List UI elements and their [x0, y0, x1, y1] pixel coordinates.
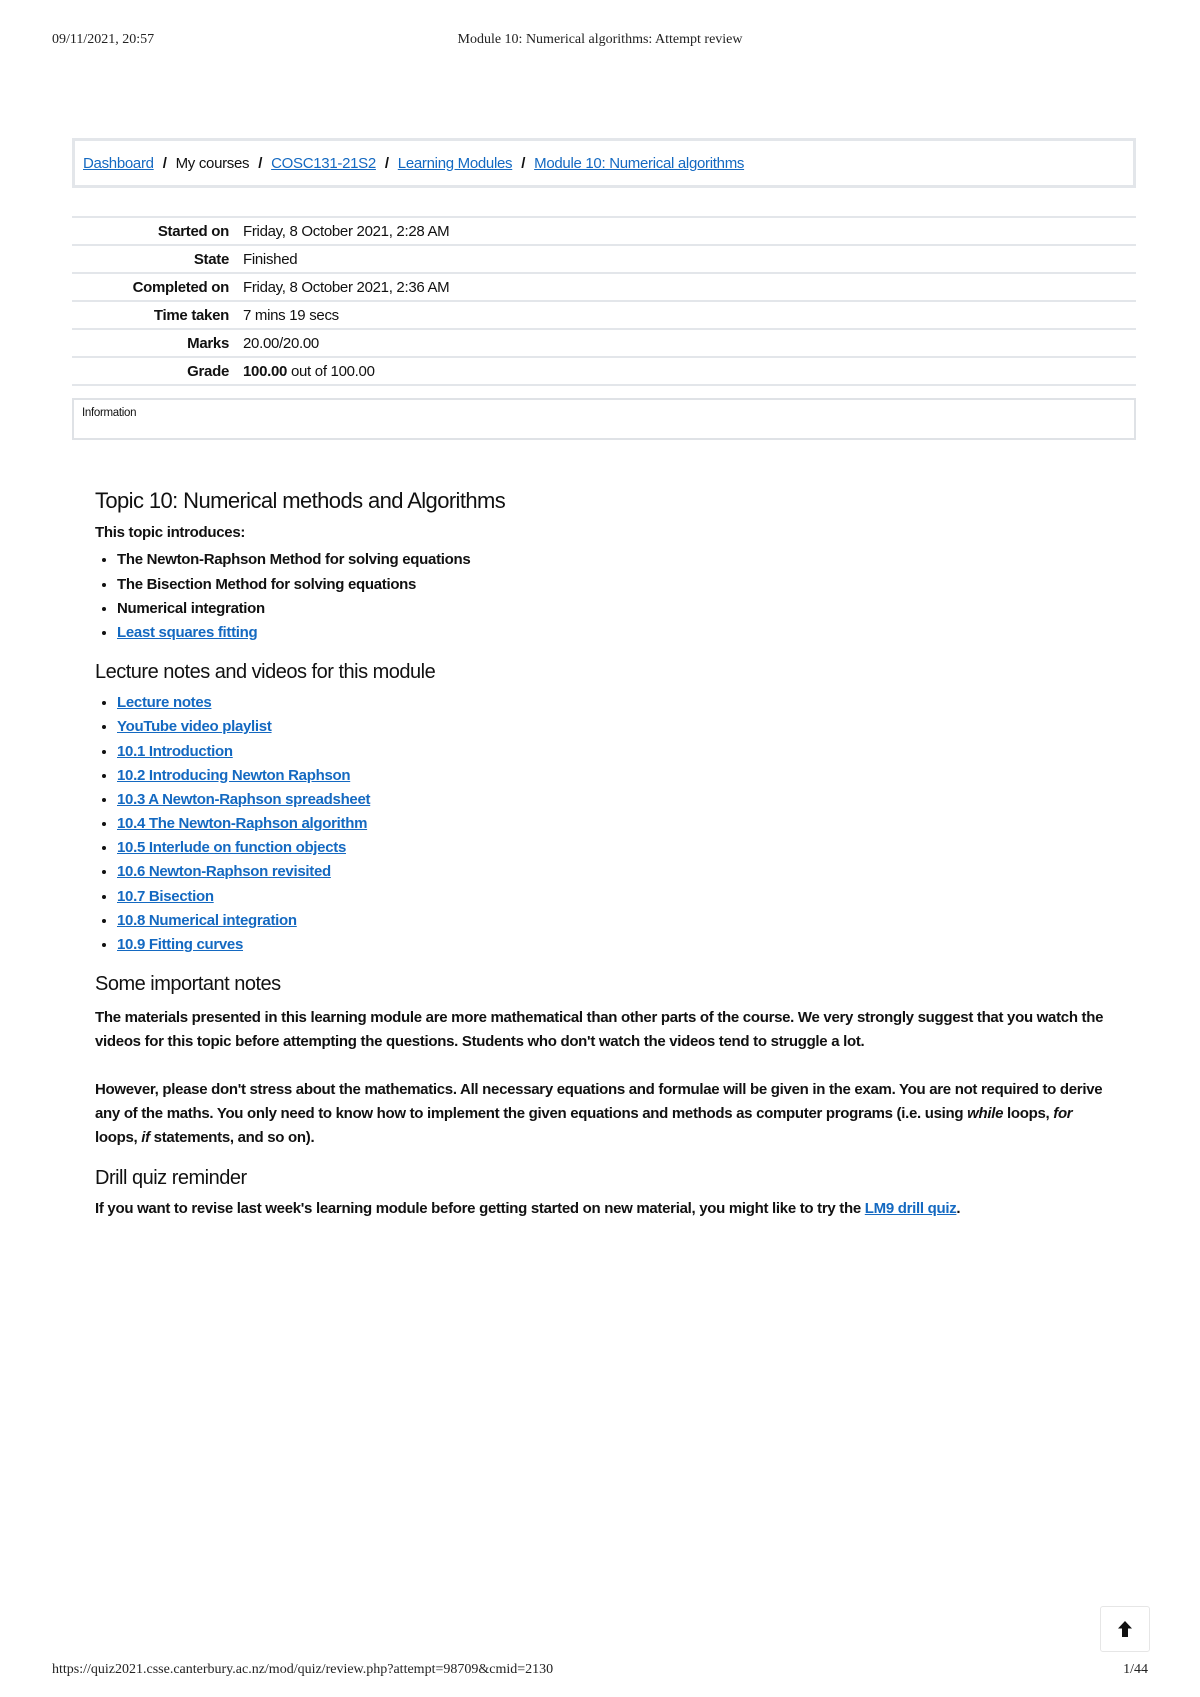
summary-value: 20.00/20.00 — [243, 329, 1136, 357]
information-box — [72, 398, 1136, 440]
breadcrumb-separator: / — [521, 154, 526, 172]
breadcrumb-my-courses: My courses — [175, 154, 250, 172]
breadcrumb — [72, 138, 1136, 188]
summary-value — [243, 357, 1136, 385]
print-title: Module 10: Numerical algorithms: Attempt review — [457, 32, 743, 47]
list-item — [117, 767, 1115, 791]
drill-text: If you want to revise last week's learning module before getting started on new material, you might like to try the — [95, 1200, 865, 1218]
drill-heading: Drill quiz reminder — [95, 1167, 247, 1190]
notes-keyword: while — [967, 1105, 1004, 1123]
notes-text: statements, and so on). — [149, 1129, 315, 1147]
drill-text: . — [956, 1200, 961, 1218]
summary-value: Friday, 8 October 2021, 2:28 AM — [243, 217, 1136, 245]
notes-text: The materials presented in this learning module are more mathematical than other parts of the course. We — [95, 1009, 824, 1027]
drill-quiz-link[interactable]: LM9 drill quiz — [864, 1200, 957, 1218]
back-to-top-button[interactable] — [1100, 1606, 1150, 1652]
breadcrumb-separator: / — [384, 154, 389, 172]
grade-out-of: out of 100.00 — [287, 362, 375, 380]
summary-label: Marks — [72, 329, 243, 357]
lecture-link[interactable]: 10.9 Fitting curves — [117, 936, 244, 954]
print-page-number: 1/44 — [1123, 1662, 1148, 1677]
list-item — [117, 791, 1115, 815]
notes-text: However, please don't stress about the mathematics. All necessary equations and formulae will be given in the exam. You are not required to derive any of the maths. You only need to know how to implement the given equations and methods as computer programs (i.e. using — [95, 1081, 1103, 1123]
notes-paragraph — [95, 1006, 1115, 1054]
notes-keyword: for — [1053, 1105, 1073, 1123]
list-item: • The Bisection Method for solving equations — [117, 576, 1115, 600]
notes-text: loops, — [95, 1129, 142, 1147]
lecture-link[interactable]: 10.4 The Newton-Raphson algorithm — [117, 815, 368, 833]
summary-label: Started on — [72, 217, 243, 245]
list-item — [117, 743, 1115, 767]
summary-label: State — [72, 245, 243, 273]
summary-label: Grade — [72, 357, 243, 385]
notes-text: suggest that you watch the videos for this topic before attempting the questions. Students who don't watch the videos tend to struggle a lot. — [95, 1009, 1104, 1051]
breadcrumb-course[interactable]: COSC131-21S2 — [271, 154, 376, 172]
list-item — [117, 863, 1115, 887]
summary-label: Time taken — [72, 301, 243, 329]
list-item — [117, 912, 1115, 936]
lecture-link-list — [95, 694, 1115, 960]
breadcrumb-module[interactable]: Module 10: Numerical algorithms — [534, 154, 745, 172]
lecture-link[interactable]: 10.5 Interlude on function objects — [117, 839, 346, 857]
print-url: https://quiz2021.csse.canterbury.ac.nz/mod/quiz/review.php?attempt=98709&cmid=2130 — [52, 1662, 554, 1677]
summary-value: Friday, 8 October 2021, 2:36 AM — [243, 273, 1136, 301]
summary-row-marks — [72, 329, 1136, 357]
summary-value: Finished — [243, 245, 1136, 273]
topic-heading: Topic 10: Numerical methods and Algorithms — [95, 488, 506, 513]
list-item — [117, 936, 1115, 960]
breadcrumb-dashboard[interactable]: Dashboard — [83, 154, 154, 172]
drill-paragraph — [95, 1200, 1115, 1218]
lecture-heading: Lecture notes and videos for this module — [95, 661, 436, 684]
summary-label: Completed on — [72, 273, 243, 301]
list-item — [117, 718, 1115, 742]
information-label: Information — [82, 407, 137, 419]
summary-row-time-taken — [72, 301, 1136, 329]
list-item — [117, 694, 1115, 718]
lecture-link[interactable]: 10.2 Introducing Newton Raphson — [117, 766, 351, 784]
summary-value: 7 mins 19 secs — [243, 301, 1136, 329]
notes-emphasis: very strongly — [823, 1009, 914, 1027]
topic-list — [95, 551, 1115, 648]
notes-paragraph — [95, 1078, 1115, 1150]
lecture-link[interactable]: 10.3 A Newton-Raphson spreadsheet — [117, 790, 371, 808]
list-item — [117, 888, 1115, 912]
lecture-link[interactable]: Lecture notes — [117, 694, 212, 712]
summary-row-state — [72, 245, 1136, 273]
summary-row-started — [72, 217, 1136, 245]
list-item: • The Newton-Raphson Method for solving equations — [117, 551, 1115, 575]
lecture-link[interactable]: 10.7 Bisection — [117, 887, 214, 905]
breadcrumb-separator: / — [258, 154, 263, 172]
lecture-link[interactable]: YouTube video playlist — [117, 718, 272, 736]
breadcrumb-separator: / — [162, 154, 167, 172]
attempt-summary-table — [72, 216, 1136, 386]
lecture-link[interactable]: 10.6 Newton-Raphson revisited — [117, 863, 331, 881]
arrow-up-icon — [1117, 1620, 1133, 1638]
notes-heading: Some important notes — [95, 973, 281, 996]
topic-intro: This topic introduces: — [95, 524, 246, 542]
list-item: • Numerical integration — [117, 600, 1115, 624]
print-date: 09/11/2021, 20:57 — [52, 32, 155, 47]
list-item — [117, 815, 1115, 839]
list-item — [117, 624, 1115, 648]
breadcrumb-learning-modules[interactable]: Learning Modules — [397, 154, 513, 172]
least-squares-link[interactable]: Least squares fitting — [117, 623, 258, 641]
module-content — [95, 488, 1115, 1230]
notes-text: loops, — [1003, 1105, 1054, 1123]
notes-keyword: if — [141, 1129, 150, 1147]
lecture-link[interactable]: 10.1 Introduction — [117, 742, 233, 760]
summary-row-grade — [72, 357, 1136, 385]
summary-row-completed — [72, 273, 1136, 301]
list-item — [117, 839, 1115, 863]
grade-score: 100.00 — [243, 362, 288, 380]
lecture-link[interactable]: 10.8 Numerical integration — [117, 911, 297, 929]
